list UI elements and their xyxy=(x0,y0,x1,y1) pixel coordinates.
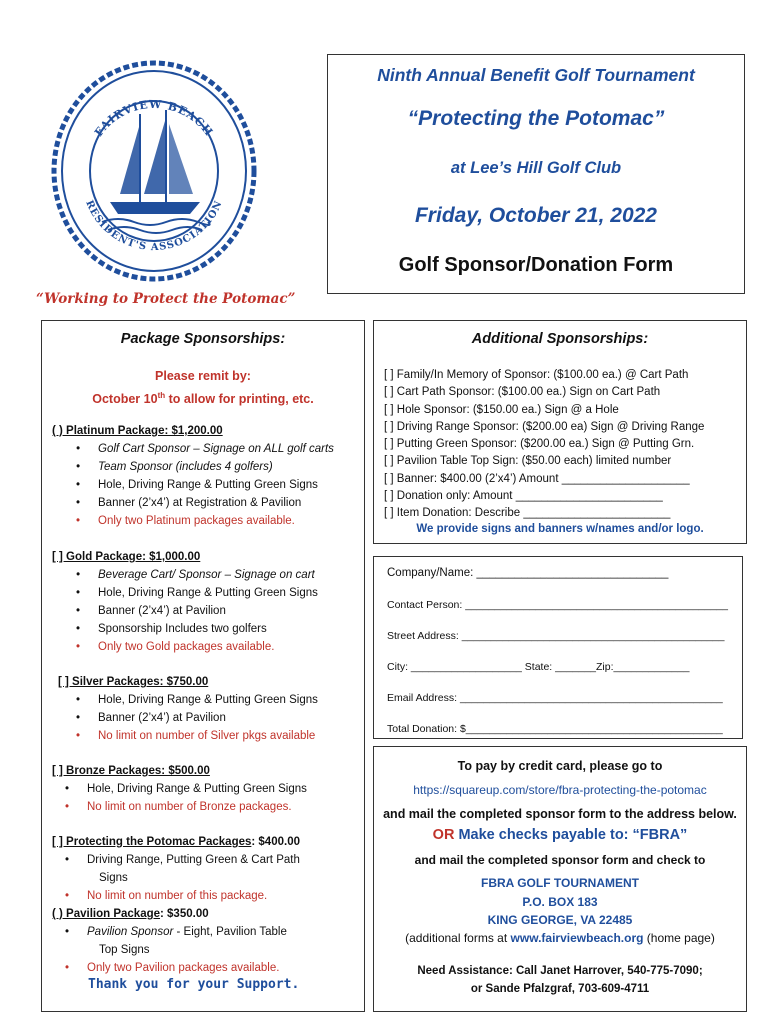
company-field[interactable]: Company/Name: ______________________________ xyxy=(387,567,669,579)
additional-forms-line: (additional forms at www.fairviewbeach.org (home page) xyxy=(405,931,715,945)
website-link[interactable]: www.fairviewbeach.org xyxy=(510,931,644,945)
mail-form-line: and mail the completed sponsor form to the address below. xyxy=(383,807,737,821)
payment-box xyxy=(373,746,747,1012)
checks-line: OR Make checks payable to: “FBRA” xyxy=(432,827,688,843)
remit-notice xyxy=(42,367,364,409)
additional-sponsorships-box xyxy=(373,320,747,544)
event-date: Friday, October 21, 2022 xyxy=(414,204,657,227)
list-item: • Banner (2’x4’) at Pavilion xyxy=(52,602,358,620)
additional-item[interactable]: [ ] Donation only: Amount _______________________ xyxy=(384,490,663,503)
city-state-zip-field[interactable]: City: ___________________ State: _______Zip:_____________ xyxy=(387,661,690,673)
contact-form-box xyxy=(373,556,743,739)
list-item: • Only two Pavilion packages available. xyxy=(52,959,358,977)
package-sponsorships-box xyxy=(41,320,365,1012)
tournament-title: Ninth Annual Benefit Golf Tournament xyxy=(377,65,695,85)
gold-title[interactable]: [ ] Gold Package: $1,000.00 xyxy=(52,551,201,563)
remit-line1: Please remit by: xyxy=(155,369,251,383)
additional-item[interactable]: [ ] Driving Range Sponsor: ($200.00 ea) Sign @ Driving Range xyxy=(384,420,705,433)
email-field[interactable]: Email Address: _____________________________________________ xyxy=(387,692,723,704)
additional-item[interactable]: [ ] Hole Sponsor: ($150.00 ea.) Sign @ a Hole xyxy=(384,403,619,416)
credit-card-line: To pay by credit card, please go to xyxy=(457,759,663,773)
list-item: • Hole, Driving Range & Putting Green Signs xyxy=(52,584,358,602)
square-link[interactable]: https://squareup.com/store/fbra-protecting-the-potomac xyxy=(413,783,707,797)
mail-check-line: and mail the completed sponsor form and check to xyxy=(414,853,706,867)
list-item: • Driving Range, Putting Green & Cart Path Signs xyxy=(52,851,358,887)
potomac-package xyxy=(52,833,358,905)
address-line2: P.O. BOX 183 xyxy=(522,895,598,909)
total-donation-field[interactable]: Total Donation: $____________________________________________ xyxy=(387,723,723,735)
pavilion-title[interactable]: ( ) Pavilion Package: $350.00 xyxy=(52,908,209,920)
remit-line2: October 10th to allow for printing, etc. xyxy=(92,391,314,407)
list-item: • No limit on number of Bronze packages. xyxy=(52,798,358,816)
pavilion-package xyxy=(52,905,358,977)
thank-you-note: Thank you for your Support. xyxy=(88,977,300,992)
additional-item[interactable]: [ ] Pavilion Table Top Sign: ($50.00 each) limited number xyxy=(384,455,672,468)
logo-top-text: FAIRVIEW BEACH xyxy=(92,97,216,139)
bronze-package xyxy=(52,762,358,816)
list-item: • Hole, Driving Range & Putting Green Signs xyxy=(52,476,358,494)
venue: at Lee’s Hill Golf Club xyxy=(450,159,622,177)
additional-item[interactable]: [ ] Item Donation: Describe _______________________ xyxy=(384,507,671,520)
bronze-title[interactable]: [ ] Bronze Packages: $500.00 xyxy=(52,765,210,777)
platinum-package xyxy=(52,422,358,530)
list-item: • Pavilion Sponsor - Eight, Pavilion Table Top Signs xyxy=(52,923,358,959)
additional-item[interactable]: [ ] Family/In Memory of Sponsor: ($100.00 ea.) @ Cart Path xyxy=(384,369,689,381)
list-item: • Beverage Cart/ Sponsor – Signage on cart xyxy=(52,566,358,584)
list-item: • Golf Cart Sponsor – Signage on ALL golf carts xyxy=(52,440,358,458)
svg-text:FAIRVIEW BEACH xyxy=(92,98,216,139)
title-box xyxy=(327,54,745,294)
list-item: • No limit on number of Silver pkgs available xyxy=(52,727,358,745)
assistance-line1: Need Assistance: Call Janet Harrover, 540-775-7090; xyxy=(417,965,703,977)
assistance-line2: or Sande Pfalzgraf, 703-609-4711 xyxy=(470,983,650,995)
list-item: • Hole, Driving Range & Putting Green Signs xyxy=(52,691,358,709)
platinum-title[interactable]: ( ) Platinum Package: $1,200.00 xyxy=(52,425,223,437)
silver-package xyxy=(58,673,358,745)
street-address-field[interactable]: Street Address: _____________________________________________ xyxy=(387,630,725,642)
form-title: Golf Sponsor/Donation Form xyxy=(398,254,674,276)
list-item: • Hole, Driving Range & Putting Green Signs xyxy=(52,780,358,798)
list-item: • Only two Platinum packages available. xyxy=(52,512,358,530)
list-item: • Banner (2’x4’) at Registration & Pavilion xyxy=(52,494,358,512)
additional-list xyxy=(384,367,742,523)
contact-person-field[interactable]: Contact Person: _____________________________________________ xyxy=(387,599,728,611)
signs-note: We provide signs and banners w/names and/or logo. xyxy=(416,523,704,535)
motto: “Working to Protect the Potomac” xyxy=(36,291,296,307)
package-heading: Package Sponsorships: xyxy=(120,331,286,347)
schooner-icon xyxy=(102,110,210,233)
additional-item[interactable]: [ ] Banner: $400.00 (2’x4’) Amount ____________________ xyxy=(384,472,690,485)
potomac-title[interactable]: [ ] Protecting the Potomac Packages: $400.00 xyxy=(52,836,300,848)
list-item: • No limit on number of this package. xyxy=(52,887,358,905)
additional-item[interactable]: [ ] Putting Green Sponsor: ($200.00 ea.) Sign @ Putting Grn. xyxy=(384,438,695,451)
gold-package xyxy=(52,548,358,656)
list-item: • Team Sponsor (includes 4 golfers) xyxy=(52,458,358,476)
additional-heading: Additional Sponsorships: xyxy=(471,331,649,347)
fairview-beach-logo xyxy=(48,54,260,284)
list-item: • Sponsorship Includes two golfers xyxy=(52,620,358,638)
address-line3: KING GEORGE, VA 22485 xyxy=(487,913,633,927)
silver-title[interactable]: [ ] Silver Packages: $750.00 xyxy=(58,676,209,688)
additional-item[interactable]: [ ] Cart Path Sponsor: ($100.00 ea.) Sign on Cart Path xyxy=(384,386,661,399)
address-line1: FBRA GOLF TOURNAMENT xyxy=(481,876,639,890)
list-item: • Only two Gold packages available. xyxy=(52,638,358,656)
logo-bottom-text: RESIDENT'S ASSOCIATION xyxy=(83,198,225,254)
tournament-slogan: “Protecting the Potomac” xyxy=(407,107,665,130)
list-item: • Banner (2’x4’) at Pavilion xyxy=(52,709,358,727)
